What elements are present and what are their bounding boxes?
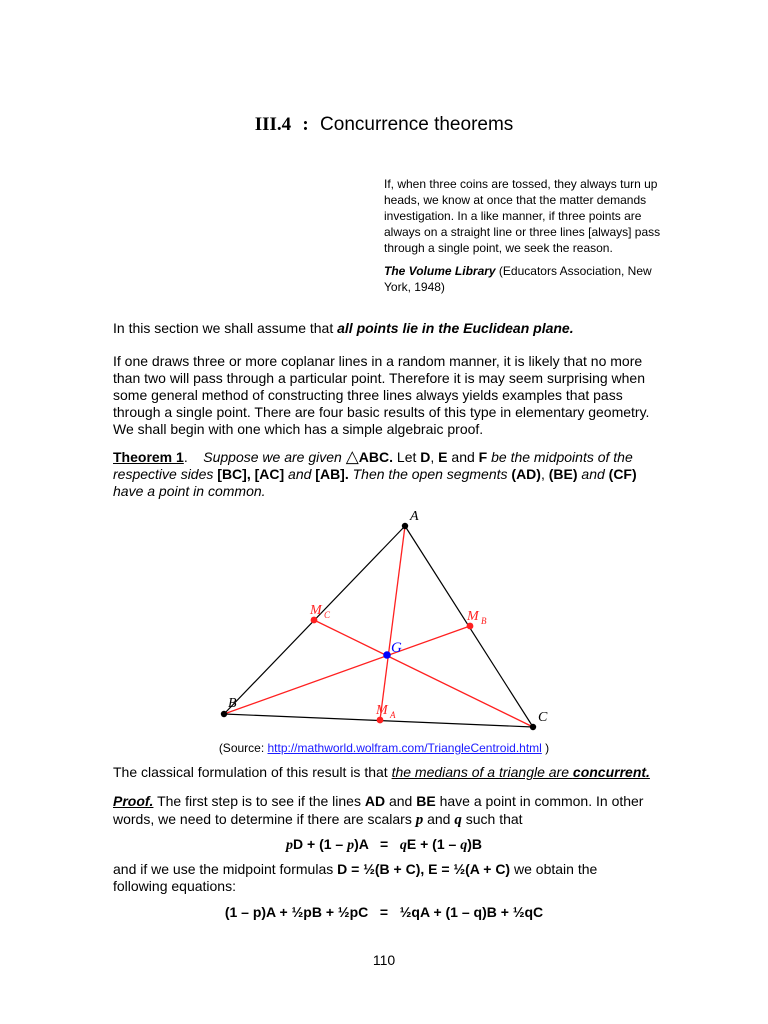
label-g: G bbox=[391, 640, 402, 656]
triangle-symbol: △ bbox=[345, 447, 359, 466]
equation-2: (1 – p)A + ½pB + ½pC = ½qA + (1 – q)B + ½qC bbox=[224, 904, 544, 920]
epigraph-source-rest: (Educators Association, New York, 1948) bbox=[384, 264, 652, 294]
label-c: C bbox=[538, 710, 548, 725]
intro-paragraph bbox=[113, 353, 653, 438]
theorem-abc: ABC. bbox=[358, 449, 394, 465]
vertex-c bbox=[530, 724, 536, 730]
epigraph-text: If, when three coins are tossed, they always turn up heads, we know at once that the matter demands investigation. In a like manner, if three points are always on a straight line or three lines [always] pass through a single point, we seek the reason. bbox=[384, 177, 661, 255]
proof-paragraph bbox=[113, 792, 653, 829]
theorem-comma-1: , bbox=[430, 449, 439, 465]
section-title: Concurrence theorems bbox=[320, 114, 514, 135]
theorem-d: D bbox=[420, 449, 431, 465]
eq1-q2: q bbox=[460, 838, 468, 853]
theorem-cf: (CF) bbox=[608, 466, 637, 482]
eq1-lhs: D + (1 – bbox=[293, 836, 348, 852]
theorem-label: Theorem 1 bbox=[113, 449, 184, 465]
theorem-and-1: and bbox=[447, 449, 479, 465]
classical-paragraph bbox=[113, 764, 653, 781]
theorem-f: F bbox=[478, 449, 488, 465]
classical-emphasis: the medians of a triangle are bbox=[391, 764, 573, 780]
eq1-lhs-end: )A bbox=[354, 836, 369, 852]
classical-text: The classical formulation of this result is that bbox=[113, 764, 392, 780]
theorem-comma-2: , bbox=[540, 466, 549, 482]
centroid-figure bbox=[200, 500, 580, 735]
label-ma-sub: A bbox=[390, 710, 396, 720]
label-b: B bbox=[228, 696, 237, 711]
eq1-p2: p bbox=[347, 838, 355, 853]
assumption-paragraph bbox=[113, 320, 653, 337]
theorem-and-2: and bbox=[284, 466, 316, 482]
label-mb-sub: B bbox=[481, 616, 487, 626]
label-mc: M bbox=[310, 603, 322, 618]
source-prefix: (Source: bbox=[218, 741, 268, 755]
theorem-text-4: Then the open segments bbox=[348, 466, 512, 482]
label-mb: M bbox=[467, 609, 479, 624]
proof-ad: AD bbox=[364, 793, 386, 809]
vertex-a bbox=[402, 523, 408, 529]
theorem-1 bbox=[113, 448, 653, 500]
proof-and-2: and bbox=[423, 811, 455, 827]
proof-text-1: The first step is to see if the lines bbox=[153, 793, 365, 809]
midpoint-formulas: D = ½(B + C), E = ½(A + C) bbox=[337, 861, 511, 877]
median-from-b bbox=[224, 626, 470, 714]
theorem-text-3: be the midpoints of the respective sides bbox=[113, 449, 633, 482]
epigraph-source-title: The Volume Library bbox=[384, 264, 496, 278]
proof-text-3: such that bbox=[461, 811, 523, 827]
eq1-equals: = bbox=[368, 836, 400, 852]
epigraph-source bbox=[384, 263, 662, 295]
theorem-text-2: Let bbox=[393, 449, 421, 465]
theorem-bc-ac: [BC], [AC] bbox=[217, 466, 285, 482]
theorem-text-1: Suppose we are given bbox=[203, 449, 346, 465]
eq1-p: p bbox=[286, 838, 294, 853]
proof-and-1: and bbox=[385, 793, 417, 809]
midpoint-after: we obtain the following equations: bbox=[113, 861, 598, 894]
theorem-text-5: have a point in common. bbox=[113, 483, 266, 499]
figure-source bbox=[0, 741, 768, 755]
proof-label: Proof. bbox=[113, 793, 154, 809]
page-number: 110 bbox=[372, 952, 396, 968]
assumption-text: In this section we shall assume that bbox=[113, 320, 338, 336]
proof-q: q bbox=[454, 812, 462, 828]
epigraph bbox=[384, 176, 662, 295]
theorem-ad: (AD) bbox=[511, 466, 541, 482]
label-mc-sub: C bbox=[324, 610, 331, 620]
assumption-emphasis: all points lie in the Euclidean plane. bbox=[337, 320, 574, 336]
median-from-c bbox=[314, 620, 533, 727]
intro-text: If one draws three or more coplanar lines in a random manner, it is likely that no more than two will pass through a particular point. Therefore it is may seem surprising when some general method of constructing three lines always yields examples that pass through a single point. There are four basic results of this type in elementary geometry. We shall begin with one which has a simple algebraic proof. bbox=[113, 353, 650, 437]
proof-be: BE bbox=[416, 793, 436, 809]
midpoint-paragraph bbox=[113, 861, 653, 895]
eq1-rhs-end: )B bbox=[467, 836, 482, 852]
proof-text-2: have a point in common. In other words, we need to determine if there are scalars bbox=[113, 793, 644, 827]
theorem-and-3: and bbox=[577, 466, 609, 482]
theorem-be: (BE) bbox=[548, 466, 578, 482]
theorem-ab: [AB]. bbox=[315, 466, 349, 482]
classical-concurrent: concurrent. bbox=[572, 764, 650, 780]
theorem-e: E bbox=[438, 449, 448, 465]
section-number: III.4 bbox=[254, 114, 292, 135]
centroid-point bbox=[383, 651, 391, 659]
label-ma: M bbox=[376, 703, 388, 718]
median-from-a bbox=[380, 526, 405, 720]
proof-p: p bbox=[415, 812, 424, 828]
eq1-q: q bbox=[399, 838, 407, 853]
equation-1 bbox=[0, 836, 768, 854]
eq1-rhs: E + (1 – bbox=[406, 836, 461, 852]
label-a: A bbox=[410, 509, 419, 524]
section-separator: : bbox=[302, 114, 309, 135]
midpoint-text: and if we use the midpoint formulas bbox=[113, 861, 338, 877]
source-link[interactable]: http://mathworld.wolfram.com/TriangleCentroid.html bbox=[267, 741, 542, 755]
vertex-b bbox=[221, 711, 227, 717]
source-suffix: ) bbox=[541, 741, 550, 755]
section-heading bbox=[0, 114, 768, 136]
theorem-period: . bbox=[183, 449, 188, 465]
